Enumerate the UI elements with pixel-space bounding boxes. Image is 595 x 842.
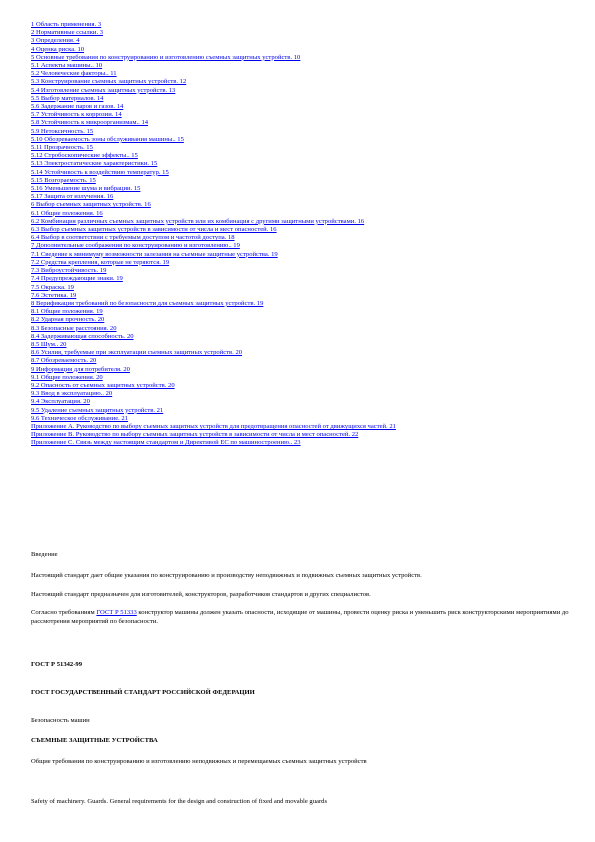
toc-link[interactable]: 9.2 Опасность от съемных защитных устройств. 20 [31,381,175,389]
toc-item [31,259,576,267]
toc-item [31,87,576,95]
toc-item [31,308,576,316]
toc-item [31,62,576,70]
toc-item [31,160,576,168]
toc-item [31,169,576,177]
intro-paragraph-2: Настоящий стандарт предназначен для изготовителей, конструкторов, разработчиков стандартов и других специалистов. [31,591,371,598]
toc-link[interactable]: 5.3 Конструирование съемных защитных устройств. 12 [31,78,187,86]
toc-item [31,242,576,250]
toc-link[interactable]: 5.1 Аспекты машины.. 10 [31,62,103,70]
toc-item [31,390,576,398]
toc-item [31,201,576,209]
toc-link[interactable]: 5.14 Устойчивость к воздействию температур. 15 [31,168,169,176]
toc-link[interactable]: 8.2 Ударная прочность. 20 [31,316,105,324]
toc-link[interactable]: 2 Нормативные ссылки. 3 [31,29,104,37]
toc-item [31,439,576,447]
toc-link[interactable]: Приложение C. Связь между настоящим стандартом и Директивой ЕС по машиностроению.. 23 [31,439,301,447]
toc-link[interactable]: 6.2 Комбинация различных съемных защитных устройств или их комбинация с другими защитными устройствами. 16 [31,217,365,225]
toc-link[interactable]: 9.1 Общие положения. 20 [31,373,103,381]
toc-item [31,70,576,78]
toc-item [31,431,576,439]
toc-item [31,136,576,144]
toc-item [31,103,576,111]
intro-paragraph-3-text-end: конструктор машины должен указать опасности, исходящие от машины, провести оценку риска и уменьшить риск конструкторскими мероприятиями до рассмотрения мероприятий по безопасности. [31,609,569,625]
toc-link[interactable]: 3 Определения. 4 [31,37,80,45]
toc-item [31,366,576,374]
toc-item [31,398,576,406]
toc-item [31,300,576,308]
toc-item [31,341,576,349]
toc-item [31,46,576,54]
toc-link[interactable]: 8.4 Задерживающая способность. 20 [31,332,134,340]
toc-item [31,292,576,300]
toc-link[interactable]: 8.1 Общие положения. 19 [31,308,103,316]
toc-link[interactable]: 5.15 Возгораемость. 15 [31,176,96,184]
toc-link[interactable]: 6.4 Выбор в соответствии с требуемым доступом и частотой доступа. 18 [31,234,235,242]
intro-paragraph-1: Настоящий стандарт дает общие указания по конструированию и производству неподвижных и подвижных съемных защитных устройств. [31,572,422,579]
toc-item [31,251,576,259]
toc-link[interactable]: 7.4 Предупреждающие знаки. 19 [31,275,123,283]
toc-link[interactable]: 5.10 Обозреваемость зоны обслуживания машины.. 15 [31,135,184,143]
toc-link[interactable]: 8.5 Шум.. 20 [31,340,67,348]
toc-item [31,218,576,226]
toc-link[interactable]: 8.3 Безопасные расстояния. 20 [31,324,117,332]
toc-item [31,382,576,390]
toc-link[interactable]: 6.3 Выбор съемных защитных устройств в зависимости от числа и мест опасностей. 16 [31,226,277,234]
toc-item [31,226,576,234]
toc-item [31,185,576,193]
toc-link[interactable]: 6 Выбор съемных защитных устройств. 16 [31,201,151,209]
document-title: СЪЕМНЫЕ ЗАЩИТНЫЕ УСТРОЙСТВА [31,737,158,744]
intro-heading: Введение [31,551,58,558]
toc-item [31,128,576,136]
toc-item [31,316,576,324]
toc-link[interactable]: 8.7 Обозреваемость. 20 [31,357,97,365]
toc-link[interactable]: 5.12 Стробоскопические эффекты.. 15 [31,152,138,160]
toc-item [31,144,576,152]
toc-item [31,407,576,415]
toc-item [31,333,576,341]
toc-link[interactable]: 5.5 Выбор материалов. 14 [31,94,104,102]
intro-paragraph-3-text-start: Согласно требованиям [31,609,97,616]
toc-item [31,423,576,431]
gost-link[interactable]: ГОСТ Р 51333 [96,609,137,616]
toc-link[interactable]: 5.13 Электростатические характеристики. 15 [31,160,158,168]
toc-item [31,284,576,292]
toc-link[interactable]: 7.3 Виброустойчивость. 19 [31,267,107,275]
toc-link[interactable]: 7.6 Эстетика. 19 [31,291,77,299]
toc-link[interactable]: 5.16 Уменьшение шума и вибрации. 15 [31,185,141,193]
toc-link[interactable]: 5.11 Прозрачность. 15 [31,144,93,152]
safety-label: Безопасность машин [31,717,90,724]
toc-item [31,325,576,333]
toc-link[interactable]: 9.4 Эксплуатация. 20 [31,398,90,406]
toc-link[interactable]: 9.6 Техническое обслуживание. 21 [31,414,129,422]
toc-item [31,37,576,45]
toc-item [31,374,576,382]
toc-item [31,119,576,127]
standard-code: ГОСТ Р 51342-99 [31,661,82,668]
table-of-contents [31,21,576,448]
toc-link[interactable]: 5.2 Человеческие факторы.. 11 [31,70,117,78]
toc-link[interactable]: 9 Информация для потребителя. 20 [31,365,130,373]
toc-link[interactable]: 5.8 Устойчивость к микроорганизмам.. 14 [31,119,149,127]
toc-link[interactable]: 4 Оценка риска. 10 [31,45,85,53]
toc-item [31,193,576,201]
toc-item [31,234,576,242]
toc-link[interactable]: 5.4 Изготовление съемных защитных устройств. 13 [31,86,176,94]
toc-link[interactable]: 9.5 Удаление съемных защитных устройств. 21 [31,406,164,414]
toc-item [31,54,576,62]
toc-item [31,349,576,357]
toc-link[interactable]: 9.3 Ввод в эксплуатацию.. 20 [31,390,113,398]
toc-link[interactable]: 6.1 Общие положения. 16 [31,209,103,217]
toc-item [31,78,576,86]
toc-item [31,21,576,29]
toc-item [31,357,576,365]
standard-type: ГОСТ ГОСУДАРСТВЕННЫЙ СТАНДАРТ РОССИЙСКОЙ ФЕДЕРАЦИИ [31,689,255,696]
toc-item [31,267,576,275]
toc-link[interactable]: 8 Верификация требований по безопасности для съемных защитных устройств. 19 [31,299,264,307]
toc-link[interactable]: 5 Основные требования по конструированию и изготовлению съемных защитных устройств. 10 [31,53,301,61]
document-subtitle: Общие требования по конструированию и изготовлению неподвижных и перемещаемых съемных защитных устройств [31,758,367,765]
toc-item [31,95,576,103]
toc-link[interactable]: 8.6 Усилия, требуемые при эксплуатации съемных защитных устройств. 20 [31,349,243,357]
toc-link[interactable]: Приложение B. Руководство по выбору съемных защитных устройств в зависимости от числа и мест опасностей. 22 [31,431,359,439]
toc-item [31,152,576,160]
toc-link[interactable]: 7.1 Сведение к минимуму возможности залезания на съемные защитные устройства. 19 [31,250,278,258]
toc-link[interactable]: 1 Область применения. 3 [31,21,102,28]
toc-item [31,275,576,283]
toc-link[interactable]: 7 Дополнительные соображения по конструированию и изготовлению.. 19 [31,242,240,250]
english-title: Safety of machinery. Guards. General requirements for the design and construction of fixed and movable guards [31,798,328,805]
toc-link[interactable]: 7.5 Окраска. 19 [31,283,74,291]
toc-item [31,210,576,218]
toc-link[interactable]: 5.7 Устойчивость к коррозии. 14 [31,111,122,119]
toc-link[interactable]: 5.9 Нетоксичность. 15 [31,127,94,135]
toc-item [31,29,576,37]
toc-item [31,415,576,423]
intro-paragraph-3 [31,608,576,626]
toc-link[interactable]: 5.17 Защита от излучения. 16 [31,193,114,201]
toc-item [31,177,576,185]
toc-link[interactable]: 7.2 Средства крепления, которые не теряются. 19 [31,258,170,266]
toc-link[interactable]: 5.6 Задержание паров и газов. 14 [31,103,124,111]
toc-item [31,111,576,119]
toc-link[interactable]: Приложение A. Руководство по выбору съемных защитных устройств для предотвращения опасностей от движущихся частей. 21 [31,422,396,430]
